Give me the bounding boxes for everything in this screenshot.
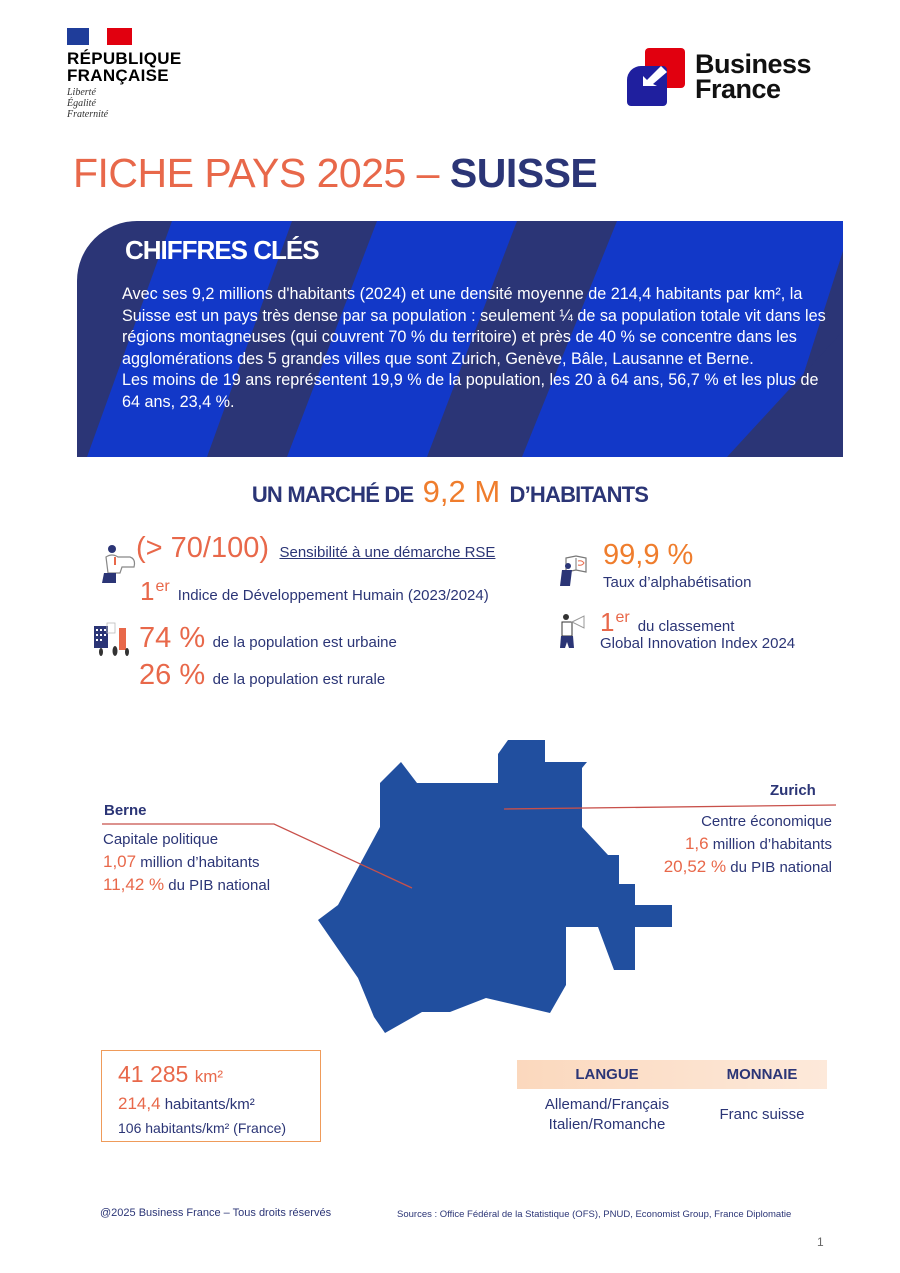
republique-francaise-logo (67, 28, 227, 120)
stat-innovation: 1erdu classement Global Innovation Index 2024 (600, 607, 796, 652)
stat-rse: (> 70/100) Sensibilité à une démarche RSE (136, 532, 496, 564)
stat-idh: 1erIndice de Développement Humain (2023/2024) (140, 576, 489, 606)
megaphone-person-icon (558, 612, 588, 650)
stat-rural: 26 % de la population est rurale (139, 659, 386, 691)
table-row (517, 1095, 827, 1135)
key-figures-banner (77, 221, 843, 457)
key-figures-text: Avec ses 9,2 millions d'habitants (2024) et une densité moyenne de 214,4 habitants par km², la Suisse est un pays très dense par sa population : seulement ¼ de sa population totale vit dans les régions montagneuses (qui couvrent 70 % du territoire) et près de 40 % se concentre dans les agglomérations des 5 grandes villes que sont Zurich, Genève, Bâle, Lausanne et Berne. Les moins de 19 ans représentent 19,9 % de la population, les 20 à 64 ans, 56,7 % et les plus de 64 ans, 23,4 %. (122, 285, 826, 411)
business-france-arrow-icon (627, 48, 685, 106)
republique-motto: Liberté Égalité Fraternité (67, 87, 109, 120)
table-header: LANGUE MONNAIE (517, 1060, 827, 1089)
city-berne-details: Capitale politique 1,07 million d’habitants 11,42 % du PIB national (103, 831, 271, 894)
page-title: FICHE PAYS 2025 – SUISSE (73, 150, 598, 196)
marianne-flag-icon (67, 28, 132, 45)
city-buildings-icon (93, 622, 135, 658)
key-figures-heading: CHIFFRES CLÉS (125, 235, 319, 265)
stat-urban: 74 % de la population est urbaine (139, 622, 397, 654)
reading-book-icon (556, 552, 592, 588)
language-currency-table (517, 1060, 827, 1135)
republique-title: RÉPUBLIQUE FRANÇAISE (67, 49, 182, 85)
area-density-box: 41 285 km² 214,4 habitants/km² 106 habitants/km² (France) (101, 1050, 321, 1142)
currency-cell: Franc suisse (719, 1106, 805, 1123)
city-berne: Berne (104, 802, 147, 819)
sources: Sources : Office Fédéral de la Statistique (OFS), PNUD, Economist Group, France Diplomatie (397, 1209, 792, 1220)
city-zurich: Zurich (770, 782, 816, 799)
language-cell: Allemand/Français Italien/Romanche (544, 1096, 670, 1133)
stat-literacy: 99,9 % Taux d’alphabétisation (603, 539, 752, 591)
market-headline: UN MARCHÉ DE 9,2 M D’HABITANTS (251, 474, 649, 509)
page-number: 1 (817, 1235, 824, 1249)
presenter-illustration-icon (100, 543, 138, 585)
business-france-wordmark: Business France (695, 49, 812, 104)
business-france-logo (627, 48, 811, 106)
city-zurich-details: Centre économique 1,6 million d’habitants 20,52 % du PIB national (663, 813, 832, 876)
copyright: @2025 Business France – Tous droits réservés (100, 1207, 332, 1219)
